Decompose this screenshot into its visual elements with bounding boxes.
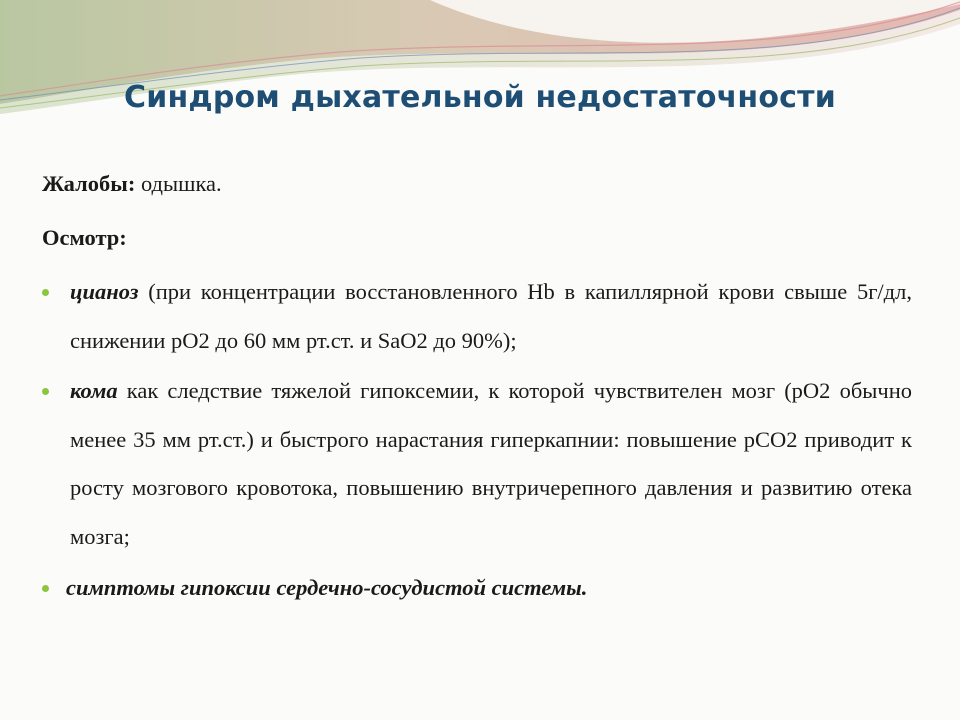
complaints-label: Жалобы:	[42, 171, 136, 196]
complaints-line	[42, 160, 912, 208]
list-item-text: как следствие тяжелой гипоксемии, к которой чувствителен мозг (pO2 обычно менее 35 мм рт.ст.) и быстрого нарастания гиперкапнии: повышение pCO2 приводит к росту мозгового кровотока, повышению внутричерепного давления и развитию отека мозга;	[70, 378, 912, 549]
list-item-term: цианоз	[70, 279, 139, 304]
bullet-dot-icon	[42, 289, 49, 296]
slide-content	[42, 160, 912, 612]
bullet-dot-icon	[42, 585, 49, 592]
list-item	[42, 564, 912, 613]
list-item	[42, 268, 912, 365]
findings-list	[42, 268, 912, 612]
slide-title: Синдром дыхательной недостаточности	[124, 80, 836, 115]
bullet-dot-icon	[42, 388, 49, 395]
list-item-text: (при концентрации восстановленного Hb в капиллярной крови свыше 5г/дл, снижении pO2 до 60 мм рт.ст. и SaO2 до 90%);	[70, 279, 912, 353]
exam-line	[42, 214, 912, 262]
exam-label: Осмотр:	[42, 225, 127, 250]
list-item-term: кома	[70, 378, 118, 404]
list-item	[42, 367, 912, 561]
list-item-term: симптомы гипоксии сердечно-сосудистой системы.	[66, 574, 588, 600]
complaints-value: одышка.	[135, 171, 222, 196]
